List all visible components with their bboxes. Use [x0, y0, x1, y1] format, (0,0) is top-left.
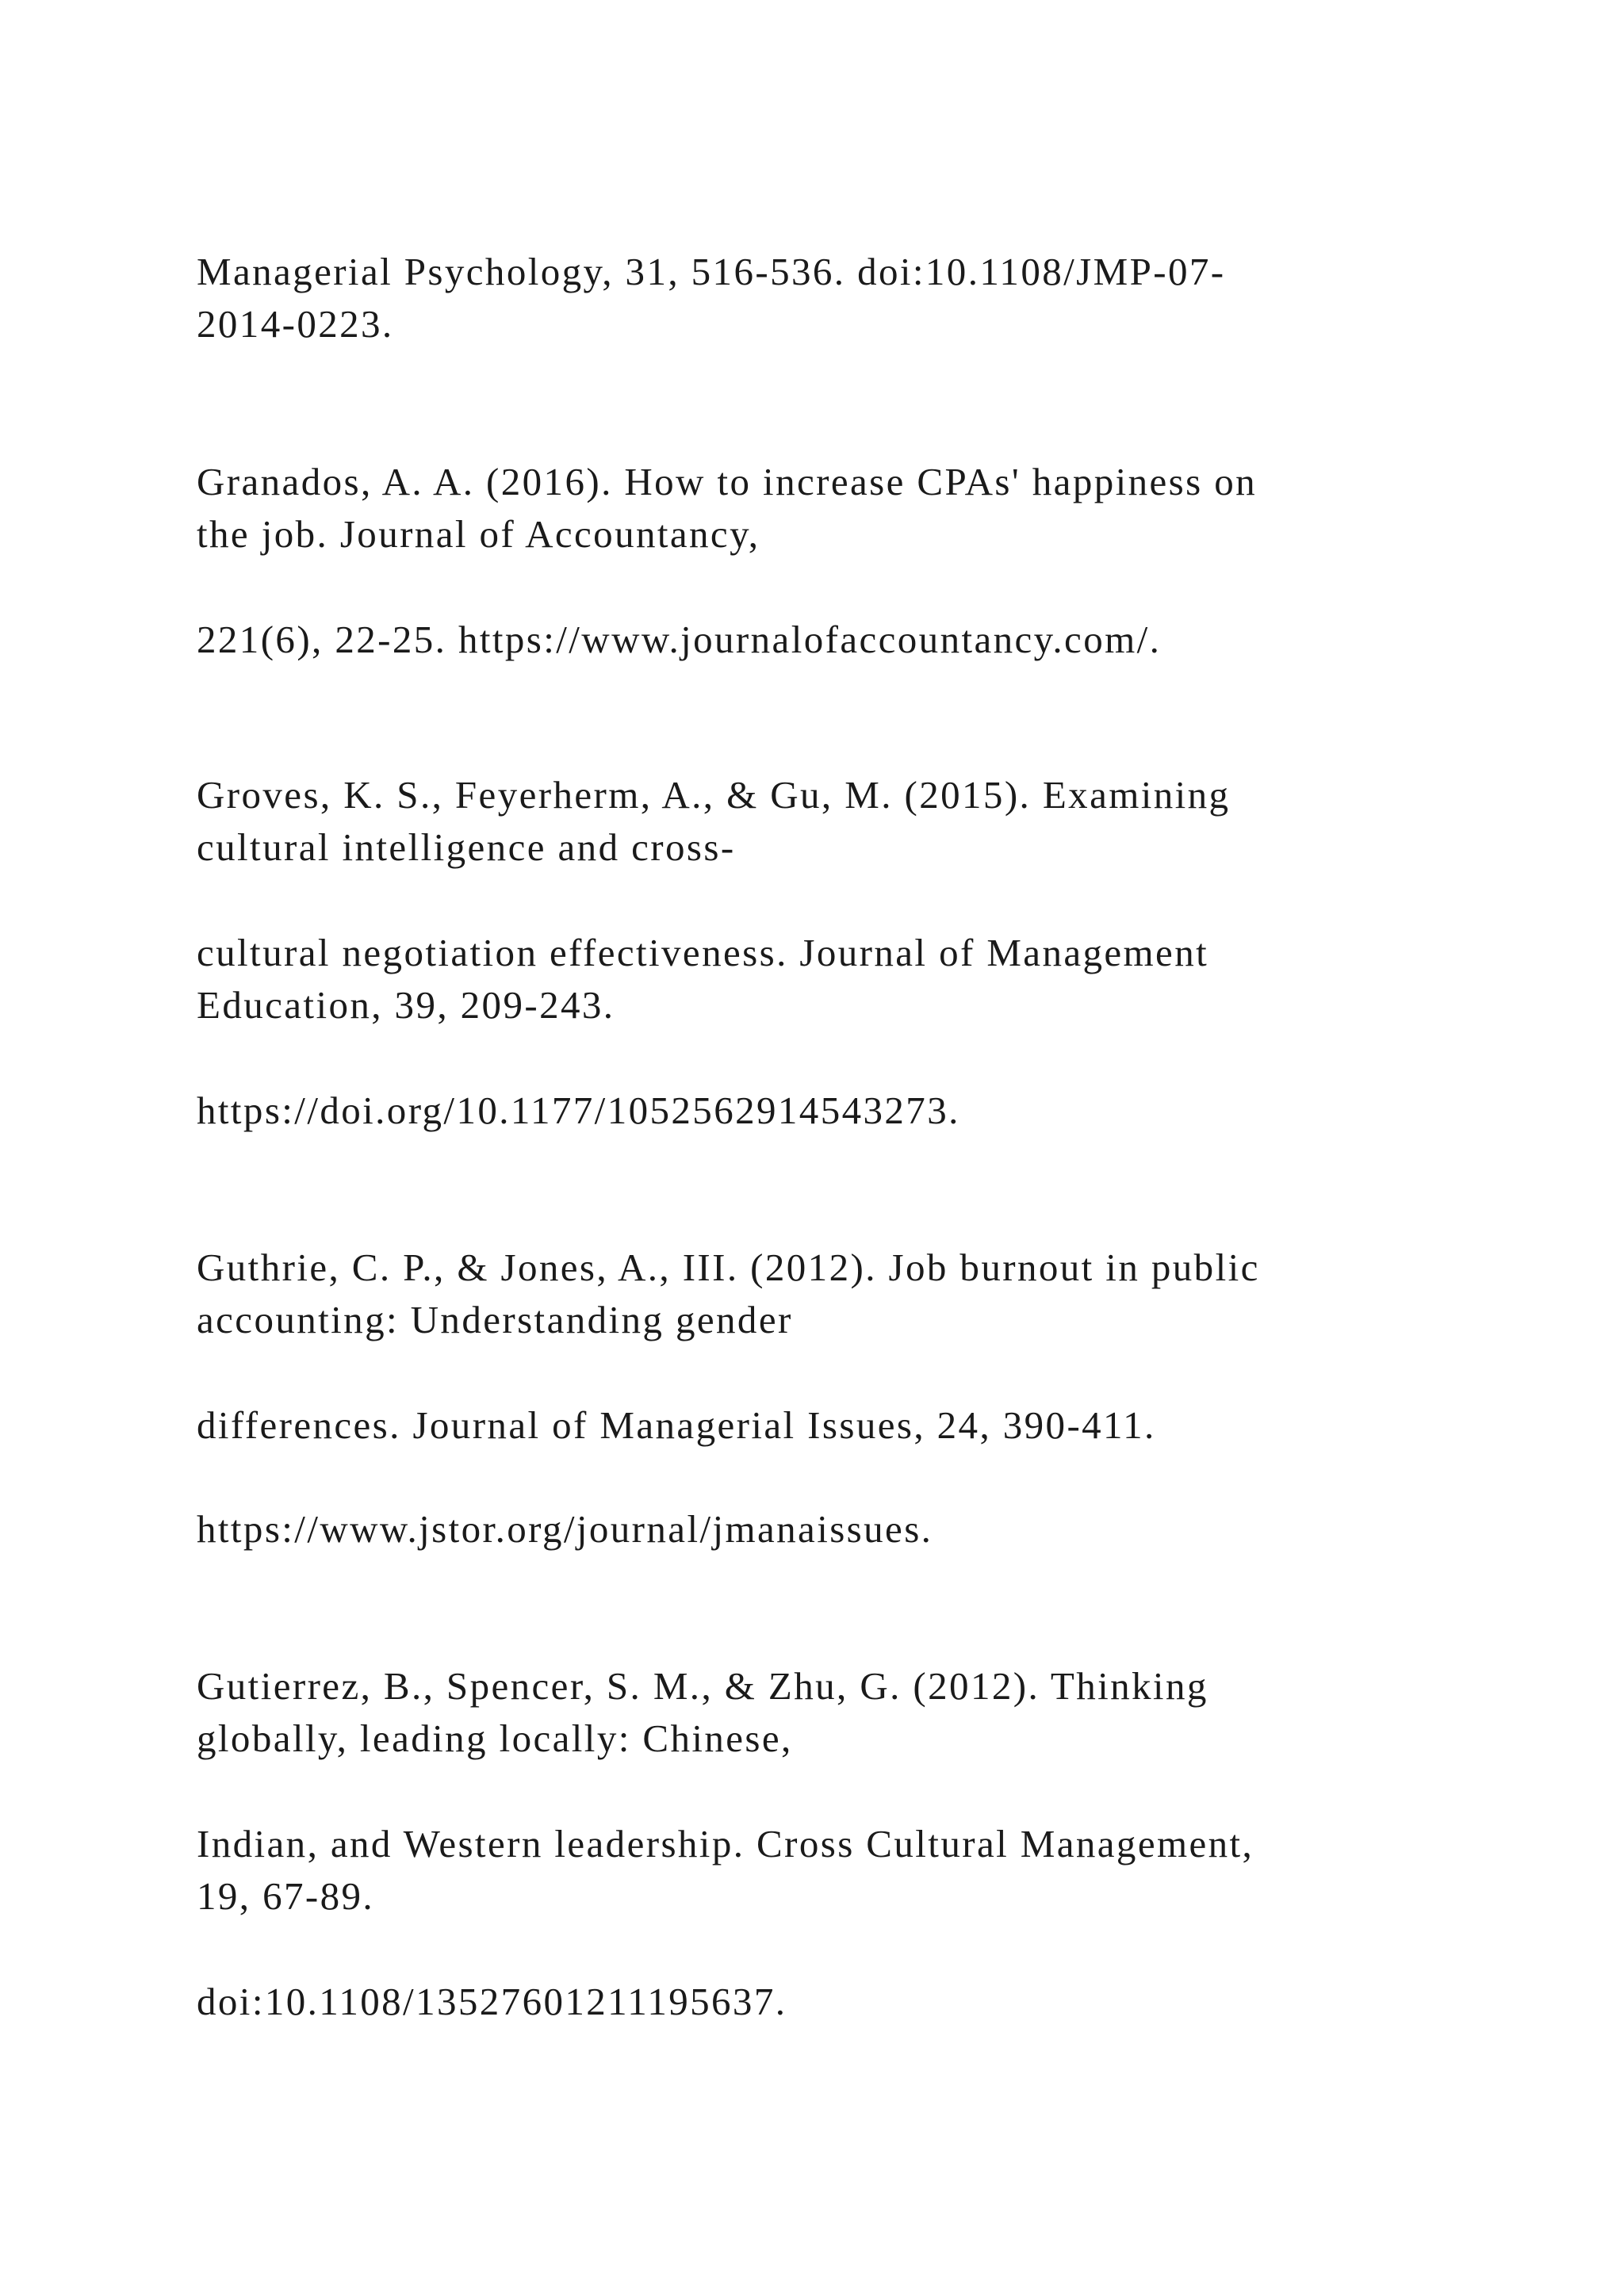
text-line: Guthrie, C. P., & Jones, A., III. (2012). Job burnout in public	[197, 1246, 1260, 1289]
text-line: 2014-0223.	[197, 302, 394, 346]
text-line: differences. Journal of Managerial Issues, 24, 390-411.	[197, 1403, 1156, 1447]
text-line: Gutierrez, B., Spencer, S. M., & Zhu, G. (2012). Thinking	[197, 1664, 1208, 1708]
text-line: doi:10.1108/13527601211195637.	[197, 1980, 787, 2023]
text-line: cultural negotiation effectiveness. Journal of Management	[197, 931, 1209, 974]
text-line: 221(6), 22-25. https://www.journalofaccountancy.com/.	[197, 618, 1162, 661]
text-line: Managerial Psychology, 31, 516-536. doi:10.1108/JMP-07-	[197, 250, 1226, 293]
text-line: Education, 39, 209-243.	[197, 983, 615, 1027]
text-line: Indian, and Western leadership. Cross Cultural Management,	[197, 1822, 1254, 1866]
text-line: 19, 67-89.	[197, 1874, 375, 1918]
text-line: https://doi.org/10.1177/1052562914543273.	[197, 1089, 960, 1132]
text-line: globally, leading locally: Chinese,	[197, 1716, 793, 1760]
text-line: cultural intelligence and cross-	[197, 825, 736, 869]
text-line: the job. Journal of Accountancy,	[197, 512, 760, 556]
text-line: Groves, K. S., Feyerherm, A., & Gu, M. (2015). Examining	[197, 773, 1231, 817]
text-line: https://www.jstor.org/journal/jmanaissues.	[197, 1507, 933, 1551]
text-line: accounting: Understanding gender	[197, 1298, 793, 1341]
text-line: Granados, A. A. (2016). How to increase CPAs' happiness on	[197, 460, 1258, 503]
